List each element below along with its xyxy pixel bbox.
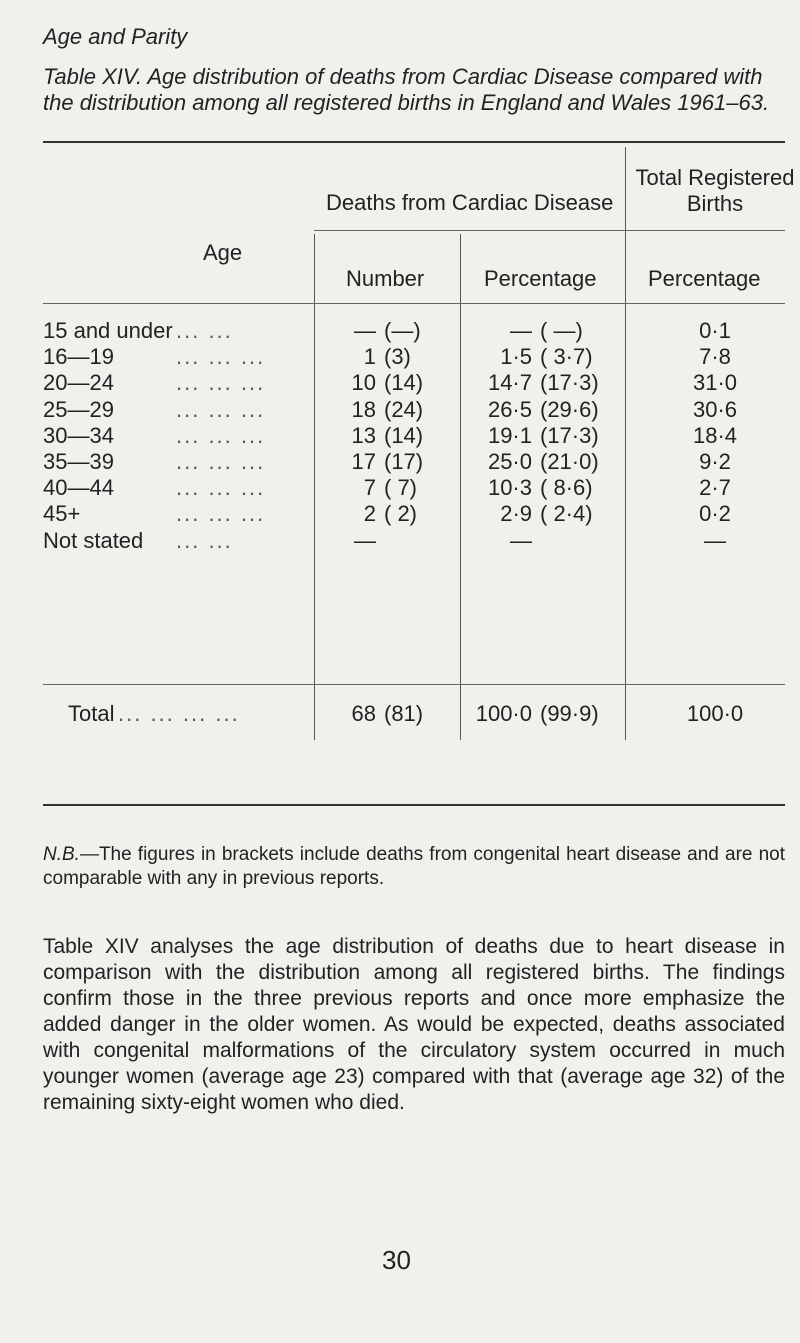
row-number-value: 7	[363, 475, 376, 500]
total-registered: 100·0	[686, 701, 744, 726]
row-percentage	[466, 344, 622, 370]
running-head: Age and Parity	[43, 24, 188, 49]
header-number: Number	[346, 266, 425, 291]
row-number-value: 1	[363, 344, 376, 369]
row-number	[324, 318, 452, 344]
row-percentage-value: 14·7	[487, 370, 532, 395]
footnote	[43, 843, 785, 891]
row-percentage-bracket: (17·3)	[540, 370, 599, 395]
row-percentage-bracket: ( —)	[540, 318, 583, 343]
row-percentage-value: —	[510, 528, 532, 553]
table-bottom-rule	[43, 804, 785, 806]
row-number	[324, 501, 452, 527]
table-row	[0, 449, 800, 475]
row-percentage	[466, 475, 622, 501]
total-number-bracket: (81)	[384, 701, 424, 726]
row-number	[324, 344, 452, 370]
row-number-value: 2	[363, 501, 376, 526]
row-percentage	[466, 423, 622, 449]
row-number-value: 18	[351, 397, 376, 422]
row-percentage-value: 26·5	[487, 397, 532, 422]
table-row	[0, 318, 800, 344]
header-age: Age	[203, 240, 243, 265]
row-registered: 2·7	[699, 475, 731, 500]
row-percentage-bracket: (17·3)	[540, 423, 599, 448]
total-top-rule	[43, 684, 785, 685]
row-percentage-value: —	[510, 318, 532, 343]
total-percentage	[466, 701, 622, 727]
row-age: 40—44	[43, 475, 114, 500]
header-bottom-rule	[43, 303, 785, 304]
table-row	[0, 397, 800, 423]
row-percentage	[466, 397, 622, 423]
row-number-bracket: (3)	[384, 344, 411, 369]
leader-dots: ... ...	[176, 318, 233, 343]
row-age: 20—24	[43, 370, 114, 395]
row-registered: 31·0	[692, 370, 738, 395]
row-number	[324, 397, 452, 423]
row-percentage-bracket: (21·0)	[540, 449, 599, 474]
row-percentage-value: 2·9	[500, 501, 532, 526]
table-row	[0, 423, 800, 449]
header-reg-percentage: Percentage	[648, 266, 761, 291]
table-caption: Table XIV. Age distribution of deaths from Cardiac Disease compared with the distribution among all registered births in England and Wales 1961–63.	[43, 64, 770, 115]
row-registered: —	[704, 528, 726, 553]
header-divider	[314, 230, 785, 231]
leader-dots: ... ... ...	[176, 397, 266, 422]
row-number-value: 13	[351, 423, 376, 448]
row-registered: 0·2	[699, 501, 731, 526]
row-percentage-value: 25·0	[487, 449, 532, 474]
header-registered: Total Registered Births	[635, 165, 795, 216]
leader-dots: ... ... ... ...	[118, 701, 240, 726]
row-percentage-value: 1·5	[500, 344, 532, 369]
row-number-value: 17	[351, 449, 376, 474]
table-row-total	[0, 701, 800, 727]
row-number-value: 10	[351, 370, 376, 395]
row-percentage-bracket: ( 8·6)	[540, 475, 593, 500]
row-percentage-bracket: ( 3·7)	[540, 344, 593, 369]
table-row	[0, 344, 800, 370]
table-row	[0, 370, 800, 396]
row-registered: 9·2	[699, 449, 731, 474]
row-percentage	[466, 449, 622, 475]
row-age: 35—39	[43, 449, 114, 474]
row-number-bracket: (14)	[384, 423, 424, 448]
page-number: 30	[382, 1245, 411, 1275]
row-percentage-bracket: ( 2·4)	[540, 501, 593, 526]
table-row	[0, 501, 800, 527]
row-percentage-value: 19·1	[487, 423, 532, 448]
total-label: Total	[68, 701, 115, 726]
row-percentage	[466, 370, 622, 396]
row-percentage-value: 10·3	[487, 475, 532, 500]
leader-dots: ... ... ...	[176, 501, 266, 526]
row-number-bracket: (—)	[384, 318, 421, 343]
row-registered: 0·1	[699, 318, 731, 343]
row-number-bracket: ( 2)	[384, 501, 417, 526]
row-number	[324, 370, 452, 396]
row-age: 16—19	[43, 344, 114, 369]
row-number	[324, 475, 452, 501]
header-percentage: Percentage	[484, 266, 597, 291]
total-percentage-value: 100·0	[475, 701, 532, 726]
body-paragraph: Table XIV analyses the age distribution of deaths due to heart disease in comparison with the distribution among all registered births. The findings confirm those in the three previous reports and once more emphasize the added danger in the older women. As would be expected, deaths associated with congenital malformations of the circulatory system occurred in much younger women (average age 23) compared with that (average age 32) of the remaining sixty-eight women who died.	[43, 935, 785, 1114]
row-registered: 7·8	[699, 344, 731, 369]
row-percentage	[466, 318, 622, 344]
total-number-value: 68	[351, 701, 376, 726]
row-number-bracket: ( 7)	[384, 475, 417, 500]
row-age: 15 and under	[43, 318, 173, 343]
row-age: 30—34	[43, 423, 114, 448]
leader-dots: ... ...	[176, 528, 233, 553]
header-deaths: Deaths from Cardiac Disease	[326, 190, 614, 215]
table-row	[0, 475, 800, 501]
leader-dots: ... ... ...	[176, 370, 266, 395]
table-row	[0, 528, 800, 554]
row-number-value: —	[354, 318, 376, 343]
row-age: 45+	[43, 501, 81, 526]
row-age: 25—29	[43, 397, 114, 422]
row-percentage	[466, 501, 622, 527]
row-number-value: —	[354, 528, 376, 553]
leader-dots: ... ... ...	[176, 449, 266, 474]
total-number	[324, 701, 452, 727]
row-number-bracket: (24)	[384, 397, 424, 422]
row-number-bracket: (17)	[384, 449, 424, 474]
leader-dots: ... ... ...	[176, 344, 266, 369]
row-number	[324, 423, 452, 449]
footnote-lead: N.B.	[43, 844, 80, 865]
row-number	[324, 528, 452, 554]
footnote-text: —The figures in brackets include deaths from congenital heart disease and are not comparable with any in previous reports.	[43, 844, 785, 889]
row-registered: 30·6	[692, 397, 738, 422]
row-number-bracket: (14)	[384, 370, 424, 395]
total-percentage-bracket: (99·9)	[540, 701, 599, 726]
leader-dots: ... ... ...	[176, 475, 266, 500]
table-top-rule	[43, 141, 785, 143]
row-age: Not stated	[43, 528, 144, 553]
row-number	[324, 449, 452, 475]
row-percentage	[466, 528, 622, 554]
leader-dots: ... ... ...	[176, 423, 266, 448]
row-registered: 18·4	[692, 423, 738, 448]
row-percentage-bracket: (29·6)	[540, 397, 599, 422]
